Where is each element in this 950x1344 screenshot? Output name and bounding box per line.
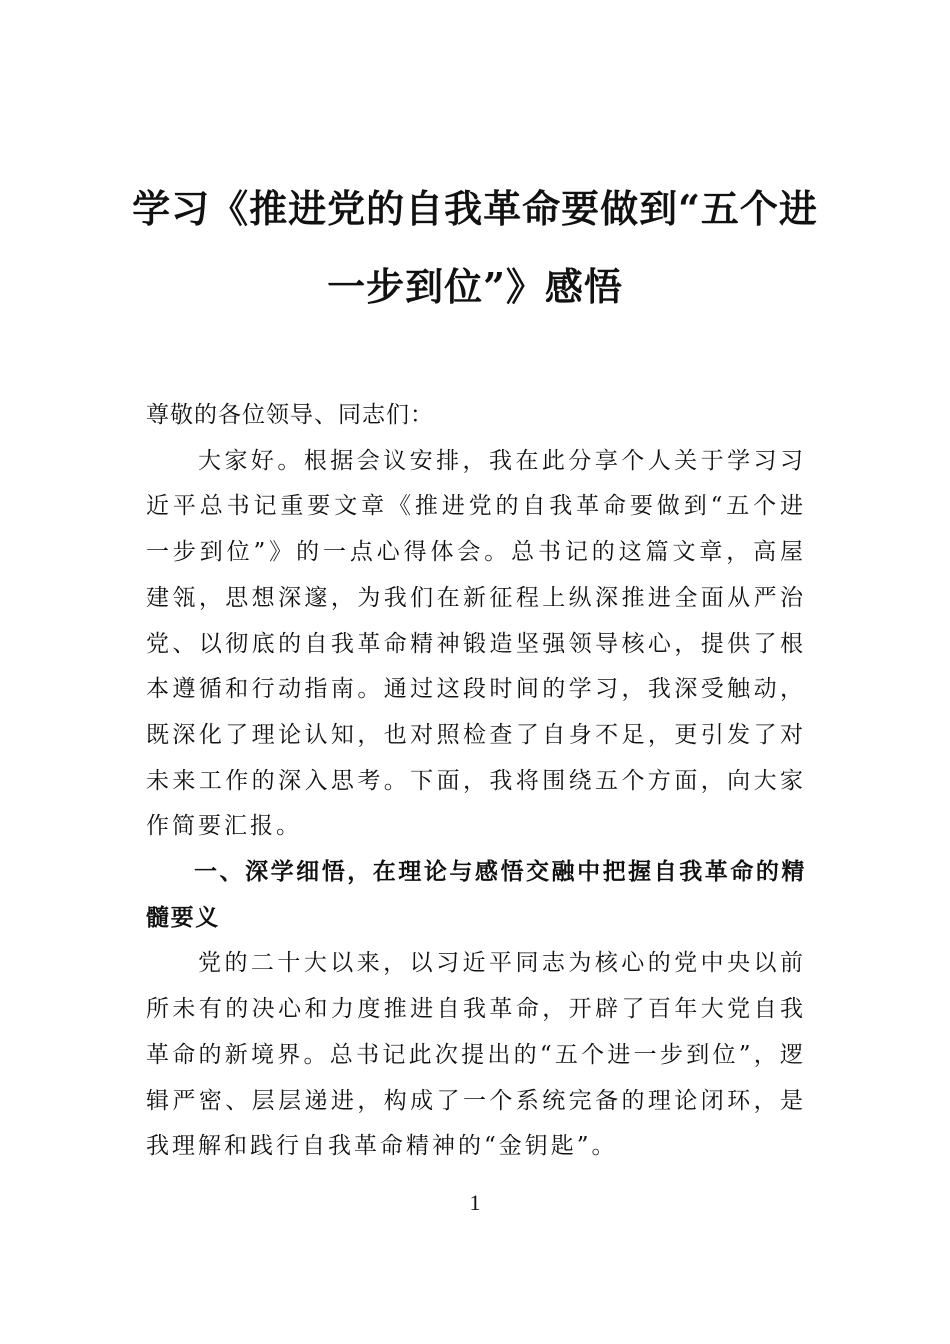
title-line-1: 学习《推进党的自我革命要做到“五个进	[132, 186, 818, 231]
title-line-2: 一步到位”》感悟	[327, 264, 623, 309]
salutation: 尊敬的各位领导、同志们：	[146, 402, 434, 428]
intro-paragraph: 大家好。根据会议安排，我在此分享个人关于学习习近平总书记重要文章《推进党的自我革命要做到“五个进一步到位”》的一点心得体会。总书记的这篇文章，高屋建瓴，思想深邃，为我们在新征程上纵深推进全面从严治党、以彻底的自我革命精神锻造坚强领导核心，提供了根本遵循和行动指南。通过这段时间的学习，我深受触动，既深化了理论认知，也对照检查了自身不足，更引发了对未来工作的深入思考。下面，我将围绕五个方面，向大家作简要汇报。	[146, 447, 806, 840]
document-body	[146, 393, 806, 1170]
page-number: 1	[469, 1190, 481, 1215]
section-1-paragraph: 党的二十大以来，以习近平同志为核心的党中央以前所未有的决心和力度推进自我革命，开辟了百年大党自我革命的新境界。总书记此次提出的“五个进一步到位”，逻辑严密、层层递进，构成了一个系统完备的理论闭环，是我理解和践行自我革命精神的“金钥匙”。	[146, 950, 806, 1160]
section-heading-1: 一、深学细悟，在理论与感悟交融中把握自我革命的精髓要义	[146, 859, 806, 931]
document-title	[100, 170, 850, 326]
